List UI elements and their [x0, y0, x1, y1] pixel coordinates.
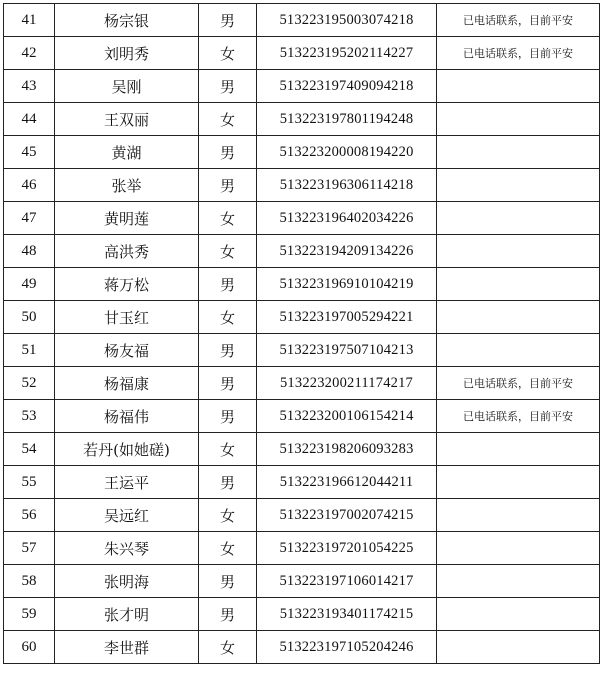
id-number: 513223197106014217: [257, 565, 437, 598]
id-number: 513223200106154214: [257, 400, 437, 433]
row-number: 55: [4, 466, 55, 499]
contact-note: [437, 136, 600, 169]
gender: 女: [199, 499, 257, 532]
contact-note: [437, 169, 600, 202]
row-number: 46: [4, 169, 55, 202]
gender: 女: [199, 103, 257, 136]
gender: 男: [199, 268, 257, 301]
gender: 女: [199, 532, 257, 565]
row-number: 48: [4, 235, 55, 268]
person-name: 若丹(如她磋): [55, 433, 199, 466]
gender: 女: [199, 433, 257, 466]
person-name: 黄湖: [55, 136, 199, 169]
person-name: 黄明莲: [55, 202, 199, 235]
gender: 男: [199, 565, 257, 598]
gender: 男: [199, 367, 257, 400]
gender: 女: [199, 235, 257, 268]
table-row: [4, 334, 600, 367]
table-row: [4, 169, 600, 202]
person-name: 张明海: [55, 565, 199, 598]
person-name: 蒋万松: [55, 268, 199, 301]
id-number: 513223196402034226: [257, 202, 437, 235]
contact-note: [437, 235, 600, 268]
contact-note: [437, 499, 600, 532]
table-row: [4, 70, 600, 103]
table-row: [4, 466, 600, 499]
row-number: 53: [4, 400, 55, 433]
table-row: [4, 499, 600, 532]
gender: 男: [199, 598, 257, 631]
table-row: [4, 631, 600, 664]
contact-note: 已电话联系，目前平安: [437, 37, 600, 70]
contact-note: 已电话联系，目前平安: [437, 400, 600, 433]
person-name: 王运平: [55, 466, 199, 499]
table-row: [4, 103, 600, 136]
id-number: 513223197105204246: [257, 631, 437, 664]
row-number: 47: [4, 202, 55, 235]
roster-table: [3, 3, 600, 664]
gender: 女: [199, 202, 257, 235]
row-number: 54: [4, 433, 55, 466]
person-name: 甘玉红: [55, 301, 199, 334]
row-number: 58: [4, 565, 55, 598]
id-number: 513223196306114218: [257, 169, 437, 202]
person-name: 朱兴琴: [55, 532, 199, 565]
person-name: 杨宗银: [55, 4, 199, 37]
row-number: 51: [4, 334, 55, 367]
contact-note: [437, 598, 600, 631]
row-number: 59: [4, 598, 55, 631]
contact-note: [437, 433, 600, 466]
gender: 男: [199, 400, 257, 433]
id-number: 513223200211174217: [257, 367, 437, 400]
row-number: 56: [4, 499, 55, 532]
person-name: 吴远红: [55, 499, 199, 532]
gender: 女: [199, 37, 257, 70]
id-number: 513223193401174215: [257, 598, 437, 631]
contact-note: 已电话联系，目前平安: [437, 367, 600, 400]
row-number: 45: [4, 136, 55, 169]
gender: 男: [199, 4, 257, 37]
row-number: 49: [4, 268, 55, 301]
contact-note: [437, 565, 600, 598]
person-name: 刘明秀: [55, 37, 199, 70]
roster-table-body: [4, 4, 600, 664]
person-name: 吴刚: [55, 70, 199, 103]
table-row: [4, 367, 600, 400]
table-row: [4, 37, 600, 70]
row-number: 50: [4, 301, 55, 334]
person-name: 张举: [55, 169, 199, 202]
person-name: 杨友福: [55, 334, 199, 367]
gender: 女: [199, 631, 257, 664]
row-number: 43: [4, 70, 55, 103]
row-number: 60: [4, 631, 55, 664]
contact-note: [437, 532, 600, 565]
gender: 男: [199, 466, 257, 499]
id-number: 513223197005294221: [257, 301, 437, 334]
gender: 男: [199, 136, 257, 169]
id-number: 513223200008194220: [257, 136, 437, 169]
contact-note: [437, 466, 600, 499]
id-number: 513223197801194248: [257, 103, 437, 136]
id-number: 513223194209134226: [257, 235, 437, 268]
table-row: [4, 565, 600, 598]
contact-note: [437, 103, 600, 136]
person-name: 杨福伟: [55, 400, 199, 433]
contact-note: [437, 70, 600, 103]
row-number: 42: [4, 37, 55, 70]
table-row: [4, 235, 600, 268]
table-row: [4, 202, 600, 235]
gender: 男: [199, 334, 257, 367]
gender: 男: [199, 169, 257, 202]
id-number: 513223196910104219: [257, 268, 437, 301]
table-row: [4, 301, 600, 334]
contact-note: 已电话联系，目前平安: [437, 4, 600, 37]
gender: 男: [199, 70, 257, 103]
person-name: 王双丽: [55, 103, 199, 136]
id-number: 513223197507104213: [257, 334, 437, 367]
table-row: [4, 268, 600, 301]
row-number: 44: [4, 103, 55, 136]
contact-note: [437, 301, 600, 334]
row-number: 57: [4, 532, 55, 565]
contact-note: [437, 631, 600, 664]
table-row: [4, 598, 600, 631]
contact-note: [437, 268, 600, 301]
table-row: [4, 4, 600, 37]
contact-note: [437, 334, 600, 367]
gender: 女: [199, 301, 257, 334]
table-row: [4, 532, 600, 565]
id-number: 513223196612044211: [257, 466, 437, 499]
table-row: [4, 433, 600, 466]
id-number: 513223195202114227: [257, 37, 437, 70]
id-number: 513223197201054225: [257, 532, 437, 565]
row-number: 41: [4, 4, 55, 37]
id-number: 513223198206093283: [257, 433, 437, 466]
id-number: 513223195003074218: [257, 4, 437, 37]
person-name: 杨福康: [55, 367, 199, 400]
person-name: 李世群: [55, 631, 199, 664]
table-row: [4, 136, 600, 169]
id-number: 513223197002074215: [257, 499, 437, 532]
person-name: 高洪秀: [55, 235, 199, 268]
table-row: [4, 400, 600, 433]
person-name: 张才明: [55, 598, 199, 631]
contact-note: [437, 202, 600, 235]
row-number: 52: [4, 367, 55, 400]
id-number: 513223197409094218: [257, 70, 437, 103]
